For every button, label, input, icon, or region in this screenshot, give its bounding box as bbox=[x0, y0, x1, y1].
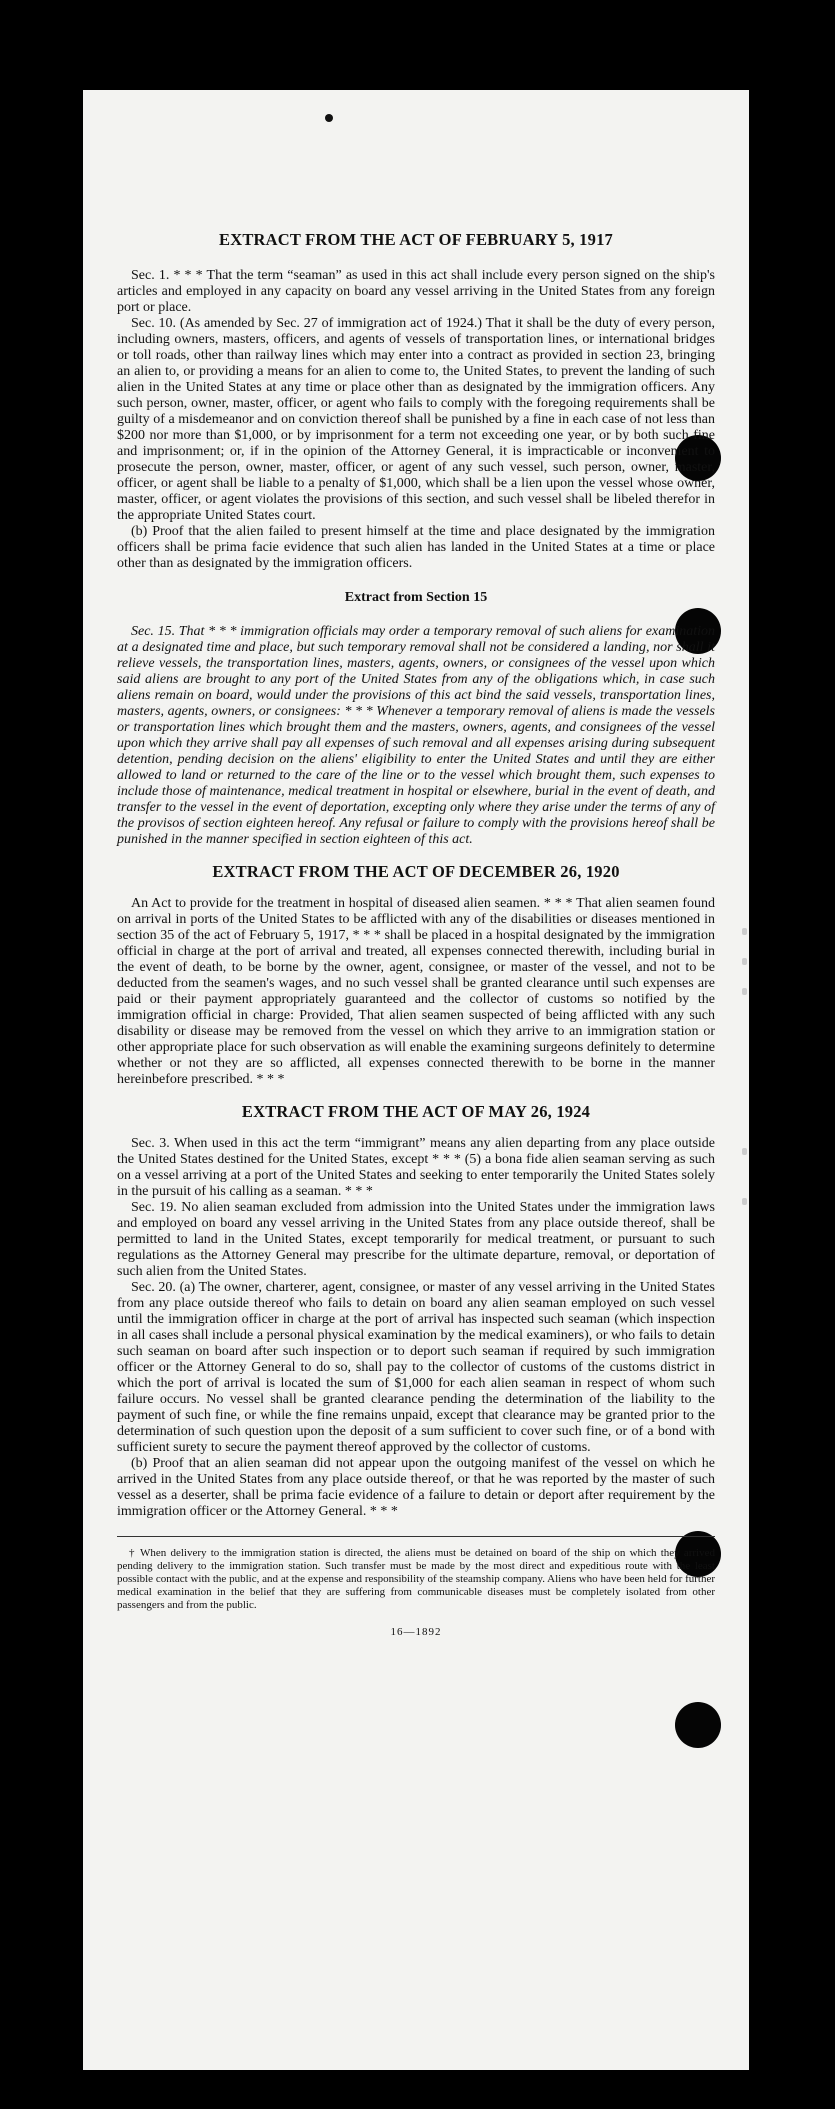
footnote bbox=[117, 1547, 715, 1612]
section-paragraph: Sec. 3. When used in this act the term “immigrant” means any alien departing from any place outside the United States destined for the United States, except * * * (5) a bona fide alien seaman serving as such on a vessel arriving at a port of the United States and seeking to enter temporarily the United States solely in the pursuit of his calling as a seaman. * * * bbox=[117, 1136, 715, 1199]
section-heading: EXTRACT FROM THE ACT OF DECEMBER 26, 1920 bbox=[212, 862, 620, 881]
section-paragraph: (b) Proof that the alien failed to present himself at the time and place designated by the immigration officers shall be prima facie evidence that such alien has landed in the United States at a time or place other than as designated by the immigration officers. bbox=[117, 524, 715, 571]
page-number: 16—1892 bbox=[390, 1626, 442, 1638]
margin-mark bbox=[742, 1148, 747, 1155]
document-page bbox=[83, 90, 749, 2070]
section-paragraph: Sec. 10. (As amended by Sec. 27 of immigration act of 1924.) That it shall be the duty of every person, including owners, masters, officers, and agents of vessels of transportation lines, or international bridges or toll roads, other than railway lines which may enter into a contract as provided in section 23, bringing an alien to, or providing a means for an alien to come to, the United States, to prevent the landing of such alien in the United States at any time or place other than as designated by the immigration officers. Any such person, owner, master, officer, or agent who fails to comply with the foregoing requirements shall be guilty of a misdemeanor and on conviction thereof shall be punished by a fine in each case of not less than $200 nor more than $1,000, or by imprisonment for a term not exceeding one year, or by both such fine and imprisonment; or, if in the opinion of the Attorney General, it is impracticable or inconvenient to prosecute the person, owner, master, officer, or agent of any such vessel, such person, owner, master, officer, or agent shall be liable to a penalty of $1,000, which shall be a lien upon the vessel whose owner, master, officer, or agent violates the provisions of this section, and such vessel shall be libeled therefor in the appropriate United States court. bbox=[117, 316, 715, 523]
margin-mark bbox=[742, 988, 747, 995]
section-heading: EXTRACT FROM THE ACT OF FEBRUARY 5, 1917 bbox=[219, 230, 613, 249]
footnote-text: † When delivery to the immigration station is directed, the aliens must be detained on board of the ship on which they arrived pending delivery to the immigration station. Such transfer must be made by the most direct and expeditious route with the least possible contact with the public, and at the expense and responsibility of the steamship company. Aliens who have been held for further medical examination in the belief that they are suffering from communicable diseases must be completely isolated from other passengers and from the public. bbox=[117, 1547, 715, 1611]
section-heading: Extract from Section 15 bbox=[344, 590, 488, 605]
section-paragraph: (b) Proof that an alien seaman did not appear upon the outgoing manifest of the vessel on which he arrived in the United States from any place outside thereof, or that he was reported by the master of such vessel as a deserter, shall be prima facie evidence of a failure to detain or deport after requirement by the immigration officer or the Attorney General. * * * bbox=[117, 1456, 715, 1519]
section-paragraph: An Act to provide for the treatment in hospital of diseased alien seamen. * * * That alien seamen found on arrival in ports of the United States to be afflicted with any of the disabilities or diseases mentioned in section 35 of the act of February 5, 1917, * * * shall be placed in a hospital designated by the immigration official in charge at the port of arrival and treated, all expenses connected therewith, including burial in the event of death, to be borne by the owner, agent, consignee, or master of the vessel, and not to be deducted from the seamen's wages, and no such vessel shall be granted clearance until such expenses are paid or their payment appropriately guaranteed and the collector of customs so notified by the immigration official in charge: Provided, That alien seamen suspected of being afflicted with any such disability or disease may be removed from the vessel on which they arrive to an immigration station or other appropriate place for such observation as will enable the examining surgeons definitely to determine whether or not they are so afflicted, all expenses connected therewith to be borne in the manner hereinbefore prescribed. * * * bbox=[117, 896, 715, 1087]
section-paragraph: Sec. 1. * * * That the term “seaman” as used in this act shall include every person signed on the ship's articles and employed in any capacity on board any vessel arriving in the United States from any foreign port or place. bbox=[117, 268, 715, 315]
margin-mark bbox=[742, 1198, 747, 1205]
section-heading: EXTRACT FROM THE ACT OF MAY 26, 1924 bbox=[241, 1102, 591, 1121]
section-paragraph: Sec. 19. No alien seaman excluded from admission into the United States under the immigration laws and employed on board any vessel arriving in the United States from any place outside thereof, shall be permitted to land in the United States, except temporarily for medical treatment, or pursuant to such regulations as the Attorney General may prescribe for the ultimate departure, removal, or deportation of such alien from the United States. bbox=[117, 1200, 715, 1279]
footnote-divider bbox=[117, 1536, 715, 1537]
punch-hole bbox=[675, 1702, 721, 1748]
margin-mark bbox=[742, 958, 747, 965]
section-paragraph: Sec. 15. That * * * immigration officials may order a temporary removal of such aliens for examination at a designated time and place, but such temporary removal shall not be considered a landing, nor shall it relieve vessels, the transportation lines, masters, agents, owners, or consignees of the vessel upon which said aliens are brought to any port of the United States from any of the obligations which, in case such aliens remain on board, would under the provisions of this act bind the said vessels, transportation lines, masters, agents, owners, or consignees: * * * Whenever a temporary removal of aliens is made the vessels or transportation lines which brought them and the masters, owners, agents, and consignees of the vessel upon which they arrive shall pay all expenses of such removal and all expenses arising during subsequent detention, pending decision on the aliens' eligibility to enter the United States and until they are either allowed to land or returned to the care of the line or to the vessel which brought them, such expenses to include those of maintenance, medical treatment in hospital or elsewhere, burial in the event of death, and transfer to the vessel in the event of deportation, excepting only where they arise under the terms of any of the provisos of section eighteen hereof. Any refusal or failure to comply with the provisions hereof shall be punished in the manner specified in section eighteen of this act. bbox=[117, 624, 715, 847]
document-body bbox=[117, 230, 715, 1638]
ink-speck bbox=[325, 114, 333, 122]
margin-mark bbox=[742, 928, 747, 935]
section-paragraph: Sec. 20. (a) The owner, charterer, agent, consignee, or master of any vessel arriving in the United States from any place outside thereof who fails to detain on board any alien seaman employed on such vessel until the immigration officer in charge at the port of arrival has inspected such seaman (which inspection in all cases shall include a personal physical examination by the medical examiners), or who fails to detain such seaman on board after such inspection or to deport such seaman if required by such immigration officer or the Attorney General to do so, shall pay to the collector of customs of the customs district in which the port of arrival is located the sum of $1,000 for each alien seaman in respect of whom such failure occurs. No vessel shall be granted clearance pending the determination of the liability to the payment of such fine, or while the fine remains unpaid, except that clearance may be granted prior to the determination of such question upon the deposit of a sum sufficient to cover such fine, or of a bond with sufficient surety to secure the payment thereof approved by the collector of customs. bbox=[117, 1280, 715, 1455]
